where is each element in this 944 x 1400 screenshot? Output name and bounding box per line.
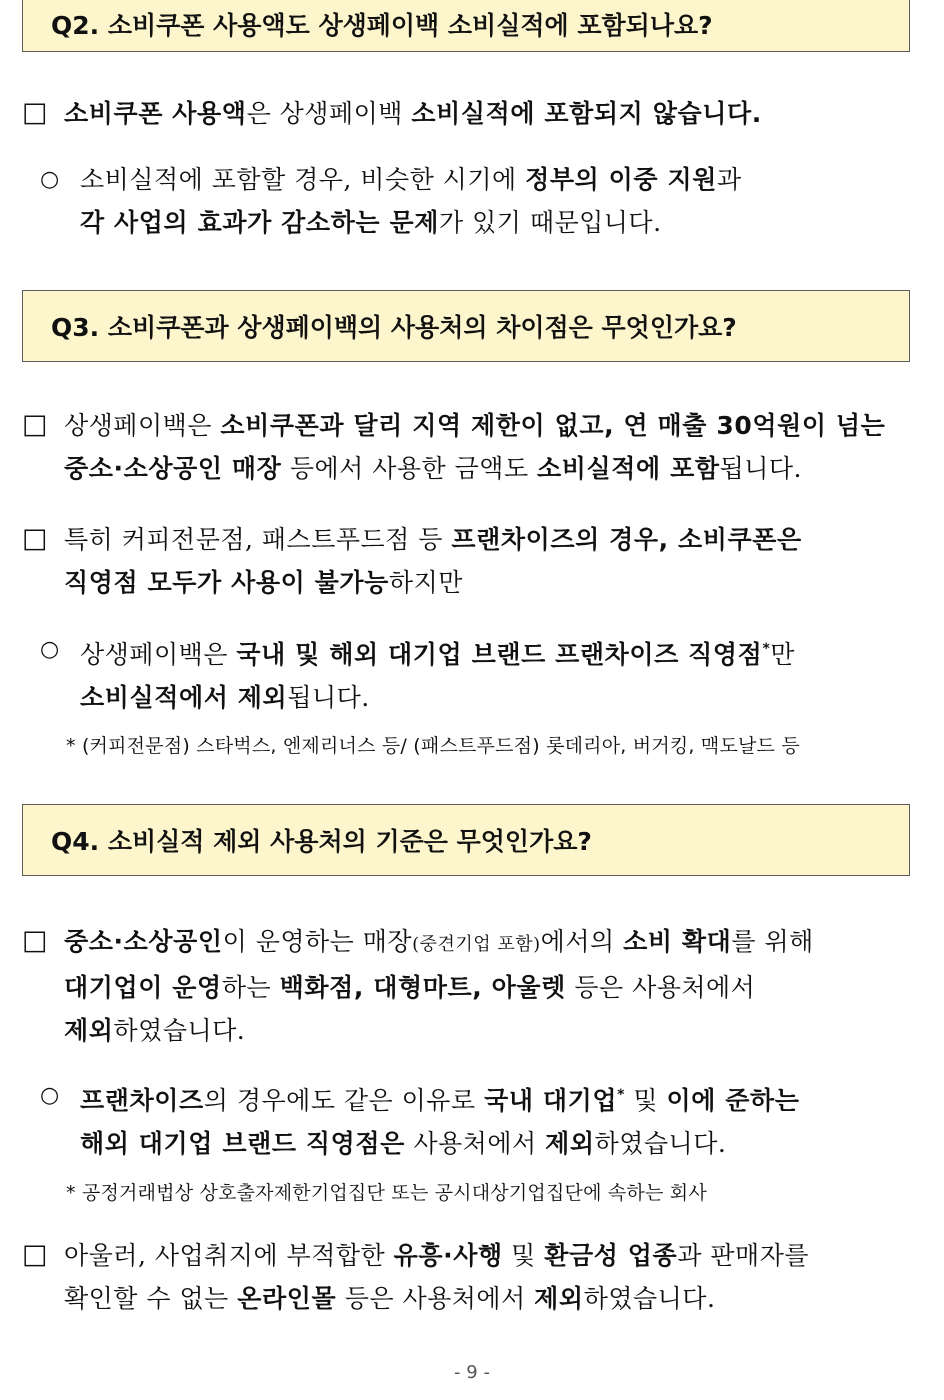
text-bold: 제외 xyxy=(64,1016,114,1045)
text: 하지만 xyxy=(388,568,463,597)
text: 등에서 사용한 금액도 xyxy=(281,454,538,483)
text-bold: 해외 대기업 브랜드 직영점은 xyxy=(80,1129,405,1158)
footnote-marker: * xyxy=(617,1087,625,1103)
q2-heading-box xyxy=(22,0,910,52)
text-bold: 유흥·사행 xyxy=(393,1241,503,1270)
text: 사용처에서 xyxy=(404,1129,546,1158)
text-small: (중견기업 포함) xyxy=(412,934,541,955)
text-bold: 중소·소상공인 xyxy=(64,927,223,956)
text: 상생페이백은 xyxy=(80,640,237,669)
q4-footnote: * 공정거래법상 상호출자제한기업집단 또는 공시대상기업집단에 속하는 회사 xyxy=(66,1182,707,1204)
checkbox-bullet-icon: □ xyxy=(22,1239,49,1270)
text-bold: 제외 xyxy=(534,1284,584,1313)
text-bold: 소비실적에 포함되지 않습니다. xyxy=(411,99,762,128)
text-bold: 환금성 업종 xyxy=(544,1241,678,1270)
text: 가 있기 때문입니다. xyxy=(438,208,662,237)
text: 과 판매자를 xyxy=(677,1241,810,1270)
checkbox-bullet-icon: □ xyxy=(22,409,49,440)
text: 특히 커피전문점, 패스트푸드점 등 xyxy=(64,525,452,554)
text: 상생페이백은 xyxy=(64,411,221,440)
text: 만 xyxy=(770,640,795,669)
q3-franchise-paragraph xyxy=(22,518,802,604)
text-bold: 제외 xyxy=(545,1129,595,1158)
text: 확인할 수 없는 xyxy=(64,1284,238,1313)
q3-heading-box xyxy=(22,290,910,362)
footnote-marker: * xyxy=(762,641,771,657)
text-bold: 대기업이 운영 xyxy=(64,973,222,1002)
text-bold: 소비실적에 포함 xyxy=(537,454,720,483)
text: 등은 사용처에서 xyxy=(565,973,756,1002)
q3-payback-paragraph xyxy=(40,628,795,719)
text: 은 상생페이백 xyxy=(246,99,412,128)
q4-franchise-paragraph xyxy=(40,1074,800,1165)
text: 하였습니다. xyxy=(594,1129,727,1158)
checkbox-bullet-icon: □ xyxy=(22,925,49,956)
text-bold: 프랜차이즈 xyxy=(80,1086,204,1115)
checkbox-bullet-icon: □ xyxy=(22,523,49,554)
text-bold: 국내 대기업 xyxy=(484,1086,618,1115)
text: 하였습니다. xyxy=(113,1016,246,1045)
text: 아울러, 사업취지에 부적합한 xyxy=(64,1241,394,1270)
text: 를 위해 xyxy=(731,927,814,956)
text-bold: 백화점, 대형마트, 아울렛 xyxy=(279,973,566,1002)
q3-title: Q3. 소비쿠폰과 상생페이백의 사용처의 차이점은 무엇인가요? xyxy=(51,313,737,342)
text-bold: 중소·소상공인 매장 xyxy=(64,454,282,483)
text: 등은 사용처에서 xyxy=(336,1284,535,1313)
q4-title: Q4. 소비실적 제외 사용처의 기준은 무엇인가요? xyxy=(51,827,592,856)
text: 됩니다. xyxy=(287,683,370,712)
checkbox-bullet-icon: □ xyxy=(22,97,49,128)
text: 하였습니다. xyxy=(583,1284,716,1313)
text: 및 xyxy=(502,1241,545,1270)
text-bold: 국내 및 해외 대기업 브랜드 프랜차이즈 직영점 xyxy=(236,640,763,669)
q4-exclusion-paragraph xyxy=(22,1234,810,1320)
q2-answer-paragraph xyxy=(22,92,762,135)
page-number: - 9 - xyxy=(454,1362,490,1383)
q4-answer-paragraph xyxy=(22,920,814,1052)
q4-heading-box xyxy=(22,804,910,876)
text: 및 xyxy=(624,1086,667,1115)
text-bold: 소비 확대 xyxy=(623,927,732,956)
text-bold: 소비쿠폰 사용액 xyxy=(64,99,247,128)
text: 이 운영하는 매장 xyxy=(222,927,413,956)
text: 소비실적에 포함할 경우, 비슷한 시기에 xyxy=(80,165,526,194)
text: 에서의 xyxy=(540,927,624,956)
circle-bullet-icon: ○ xyxy=(40,1083,60,1108)
text-bold: 각 사업의 효과가 감소하는 문제 xyxy=(80,208,439,237)
text-bold: 프랜차이즈의 경우, 소비쿠폰은 xyxy=(451,525,802,554)
circle-bullet-icon: ○ xyxy=(40,167,60,192)
text: 과 xyxy=(716,165,742,194)
text-bold: 온라인몰 xyxy=(237,1284,337,1313)
circle-bullet-icon: ○ xyxy=(40,637,60,662)
text-bold: 정부의 이중 지원 xyxy=(525,165,717,194)
q2-title: Q2. 소비쿠폰 사용액도 상생페이백 소비실적에 포함되나요? xyxy=(51,11,713,40)
text-bold: 소비실적에서 제외 xyxy=(80,683,288,712)
q2-reason-paragraph xyxy=(40,158,742,244)
text: 하는 xyxy=(221,973,280,1002)
text: 의 경우에도 같은 이유로 xyxy=(203,1086,485,1115)
text-bold: 이에 준하는 xyxy=(666,1086,800,1115)
q3-answer-paragraph xyxy=(22,404,886,490)
text: 됩니다. xyxy=(719,454,803,483)
text-bold: 소비쿠폰과 달리 지역 제한이 없고, 연 매출 30억원이 넘는 xyxy=(220,411,886,440)
text-bold: 직영점 모두가 사용이 불가능 xyxy=(64,568,389,597)
q3-footnote: * (커피전문점) 스타벅스, 엔제리너스 등/ (패스트푸드점) 롯데리아, 버거킹, 맥도날드 등 xyxy=(66,735,800,757)
